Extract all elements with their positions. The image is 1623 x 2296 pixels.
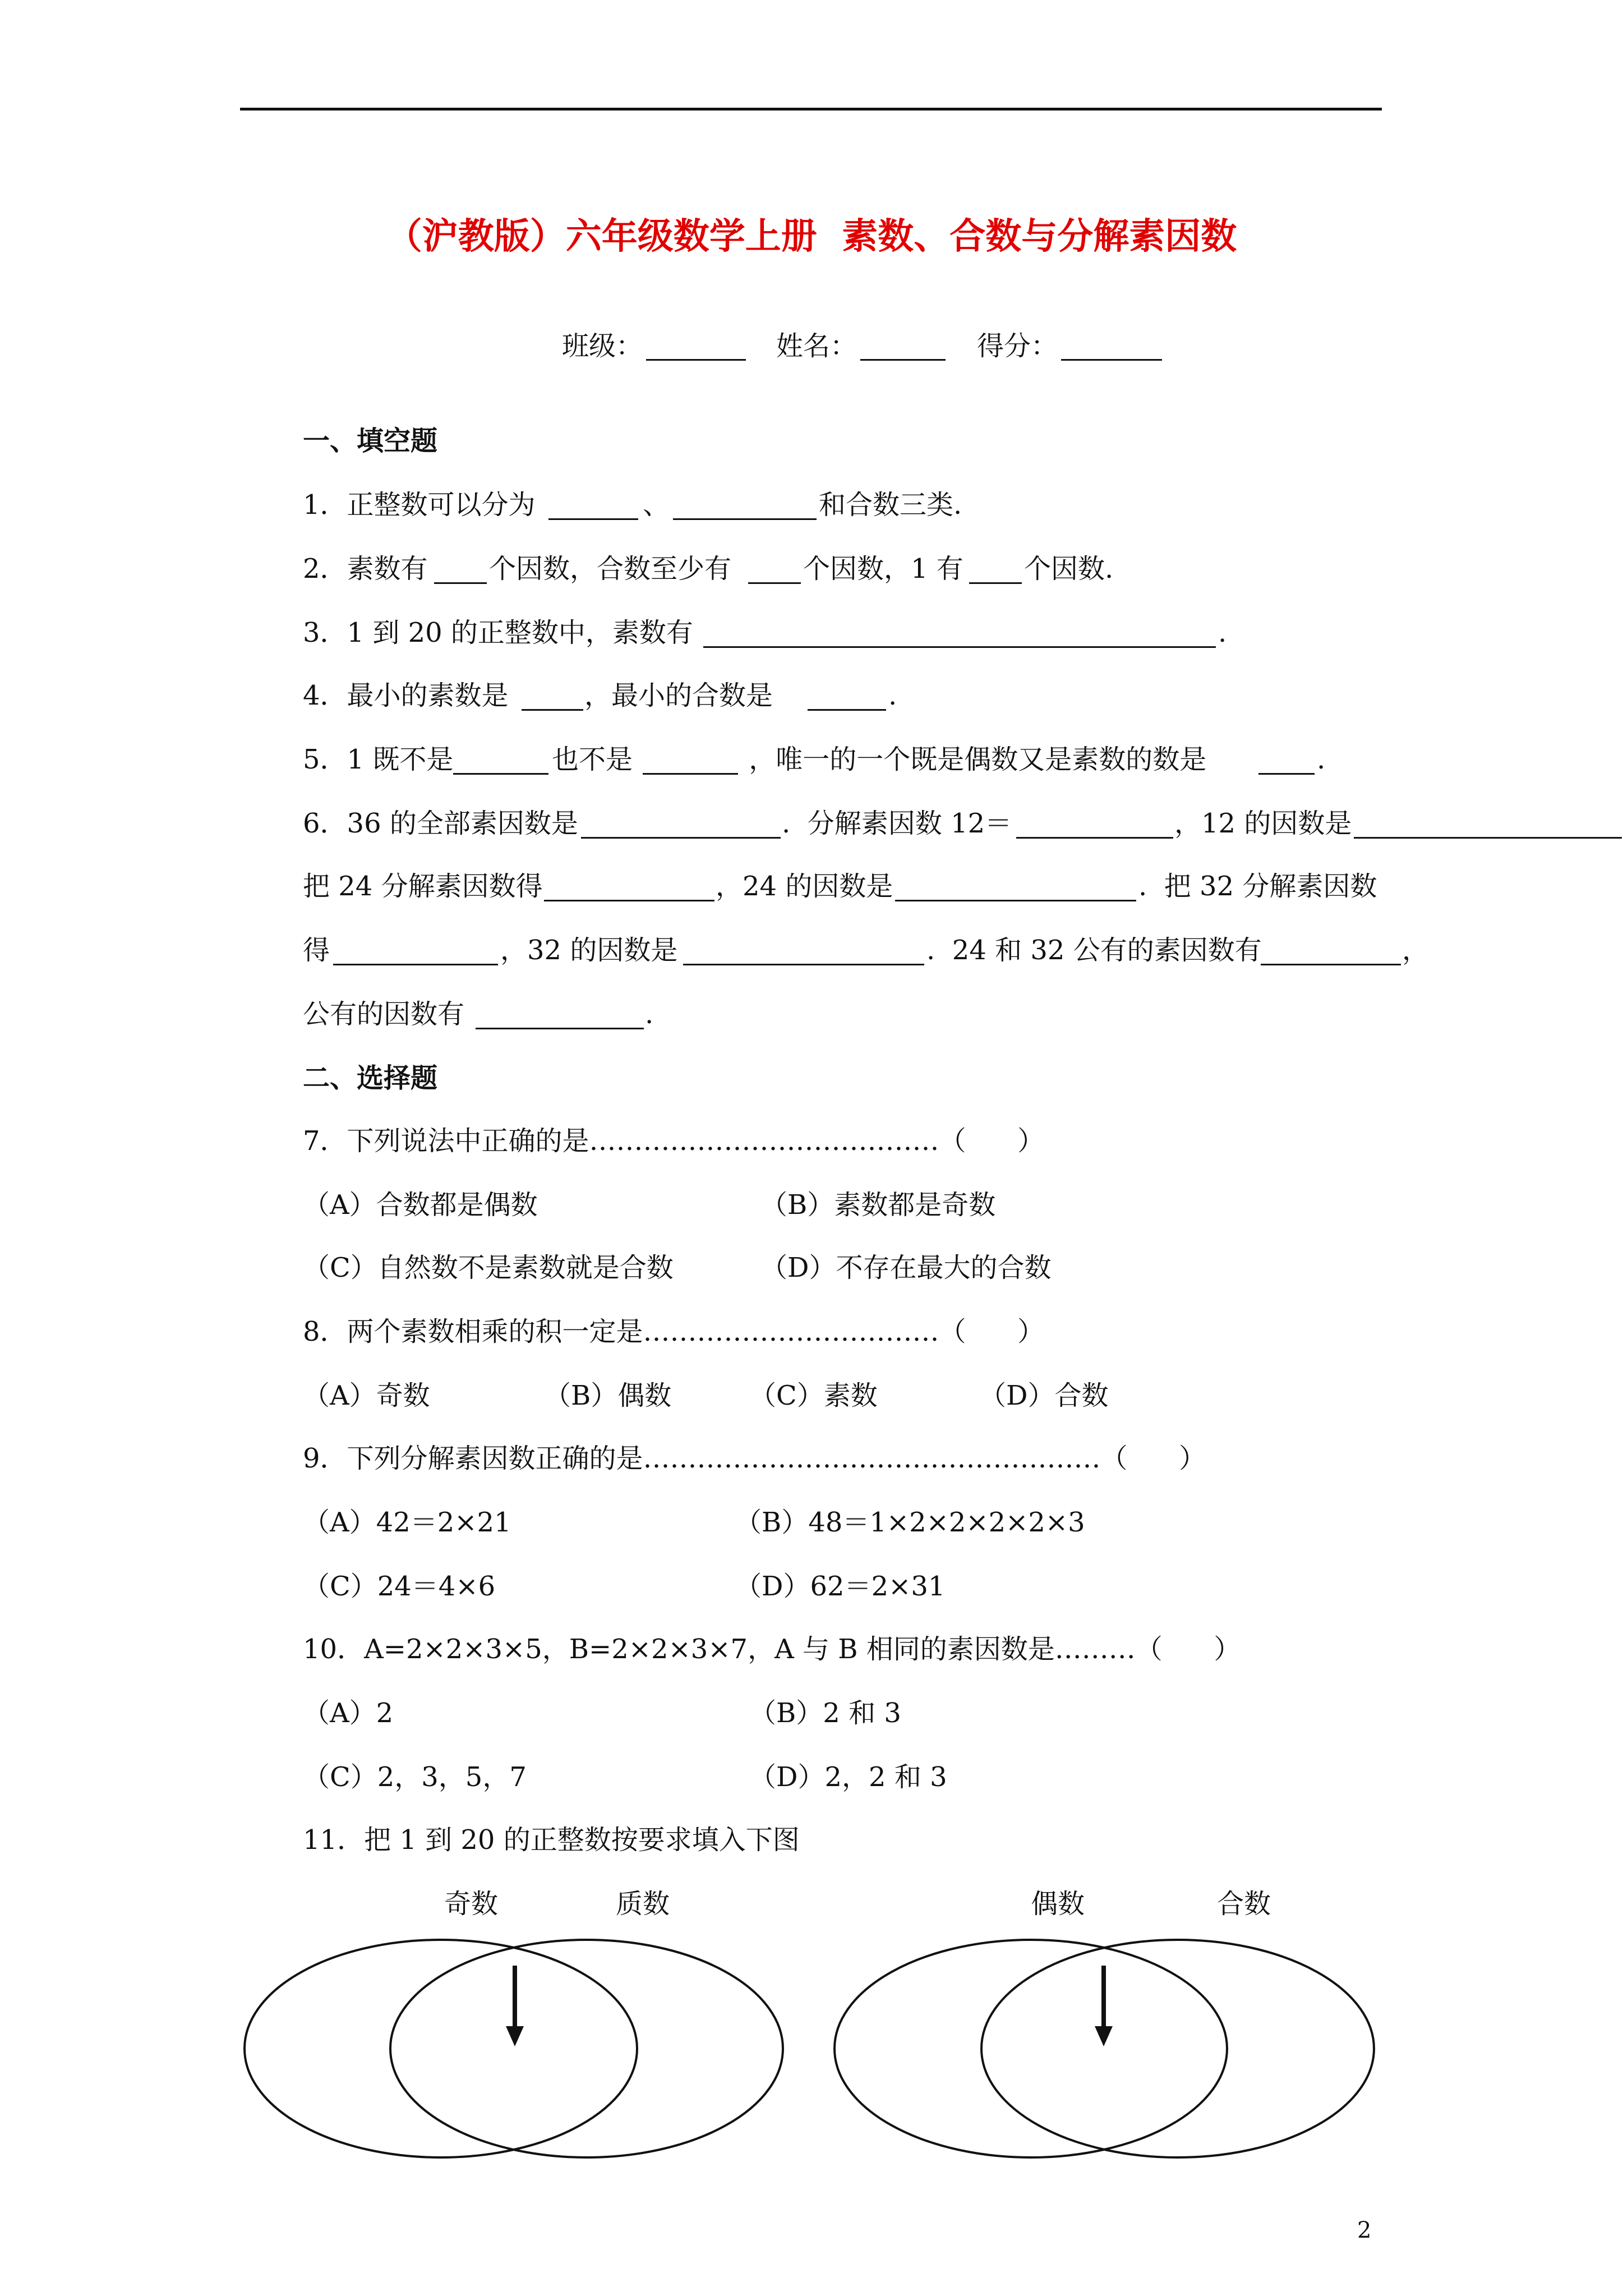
score-blank[interactable]	[1061, 334, 1162, 361]
header-rule	[240, 108, 1382, 111]
q9-option-b[interactable]: （B）48＝1×2×2×2×2×3	[735, 1507, 1085, 1538]
q4-part-b: ，最小的合数是	[584, 680, 773, 711]
q3-part-a: 3．1 到 20 的正整数中，素数有	[303, 617, 693, 648]
q3-part-b: .	[1218, 617, 1227, 648]
q2-blank-1[interactable]	[434, 558, 487, 584]
q1-part-c: 和合数三类.	[819, 489, 962, 521]
venn-diagrams	[0, 1930, 1623, 2221]
q9-stem: 9．下列分解素因数正确的是……………………………………………（ ）	[303, 1443, 1206, 1474]
q3-blank[interactable]	[703, 622, 1216, 648]
venn-left-label-prime: 质数	[616, 1888, 670, 1920]
q7-option-d[interactable]: （D）不存在最大的合数	[760, 1252, 1052, 1283]
q10-option-b[interactable]: （B）2 和 3	[749, 1697, 901, 1729]
score-label: 得分：	[977, 330, 1058, 362]
q1-part-b: 、	[643, 489, 670, 521]
venn-left-ellipse-prime[interactable]	[390, 1940, 783, 2157]
q5-blank-2[interactable]	[643, 748, 738, 775]
q1-blank-1[interactable]	[548, 494, 638, 520]
q7-stem: 7．下列说法中正确的是…………………………………（ ）	[303, 1125, 1045, 1157]
q4-part-a: 4．最小的素数是	[303, 680, 509, 711]
class-label: 班级：	[562, 330, 643, 362]
q8-stem: 8．两个素数相乘的积一定是……………………………（ ）	[303, 1316, 1045, 1347]
q1-part-a: 1．正整数可以分为	[303, 489, 536, 521]
q6-line3-b: ，32 的因数是	[500, 935, 678, 966]
q2-blank-3[interactable]	[969, 558, 1022, 584]
q6-line4-b: .	[645, 999, 654, 1030]
q6-blank-4[interactable]	[544, 875, 714, 901]
q6-blank-8[interactable]	[1261, 939, 1401, 965]
section-fill-in: 一、填空题	[303, 425, 438, 457]
class-blank[interactable]	[646, 334, 746, 361]
venn-left-ellipse-odd[interactable]	[245, 1940, 637, 2157]
q4-blank-2[interactable]	[808, 684, 886, 711]
venn-right-ellipse-composite[interactable]	[981, 1940, 1374, 2157]
q6-line2-a: 把 24 分解素因数得	[303, 871, 543, 902]
name-blank[interactable]	[860, 334, 946, 361]
q6-line3-c: . 24 和 32 公有的素因数有	[926, 935, 1262, 966]
venn-right-label-even: 偶数	[1031, 1888, 1085, 1920]
q10-option-c[interactable]: （C）2，3，5，7	[303, 1761, 527, 1793]
q6-line4-a: 公有的因数有	[303, 999, 465, 1030]
q1-blank-2[interactable]	[673, 494, 817, 520]
q6-blank-3[interactable]	[1354, 812, 1622, 839]
q6-line1-c: ，12 的因数是	[1174, 808, 1352, 839]
venn-right-arrowhead-icon	[1095, 2026, 1113, 2046]
venn-right	[834, 1940, 1374, 2157]
document-title: （沪教版）六年级数学上册 素数、合数与分解素因数	[386, 215, 1237, 257]
q2-part-d: 个因数.	[1024, 553, 1114, 585]
q2-part-a: 2．素数有	[303, 553, 428, 585]
q6-blank-7[interactable]	[683, 939, 924, 965]
q8-option-c[interactable]: （C）素数	[749, 1380, 878, 1411]
venn-right-label-composite: 合数	[1217, 1888, 1271, 1920]
q10-option-a[interactable]: （A）2	[303, 1697, 394, 1729]
venn-left-label-odd: 奇数	[444, 1888, 499, 1920]
q2-part-c: 个因数，1 有	[803, 553, 963, 585]
page-number: 2	[1357, 2217, 1372, 2243]
venn-left	[245, 1940, 783, 2157]
q5-blank-3[interactable]	[1258, 748, 1315, 775]
q4-blank-1[interactable]	[522, 684, 583, 711]
q6-line2-c: . 把 32 分解素因数	[1138, 871, 1377, 902]
q4-part-c: .	[888, 680, 897, 711]
q8-option-a[interactable]: （A）奇数	[303, 1380, 430, 1411]
q6-blank-1[interactable]	[581, 812, 781, 839]
q9-option-c[interactable]: （C）24＝4×6	[303, 1571, 496, 1602]
q10-option-d[interactable]: （D）2，2 和 3	[749, 1761, 947, 1793]
q6-blank-9[interactable]	[476, 1003, 644, 1029]
q9-option-a[interactable]: （A）42＝2×21	[303, 1507, 511, 1538]
q5-part-a: 5．1 既不是	[303, 744, 454, 775]
q6-line2-b: ，24 的因数是	[716, 871, 893, 902]
q2-part-b: 个因数，合数至少有	[489, 553, 732, 585]
q6-line3-a: 得	[303, 935, 330, 966]
q9-option-d[interactable]: （D）62＝2×31	[735, 1571, 946, 1602]
venn-right-ellipse-even[interactable]	[834, 1940, 1227, 2157]
q5-part-b: 也不是	[552, 744, 633, 775]
q6-blank-6[interactable]	[333, 939, 498, 965]
q5-blank-1[interactable]	[453, 748, 548, 775]
q6-line3-d: ，	[1402, 935, 1430, 966]
q6-blank-5[interactable]	[895, 875, 1136, 901]
q5-part-c: ，唯一的一个既是偶数又是素数的数是	[740, 744, 1207, 775]
q6-line1-a: 6．36 的全部素因数是	[303, 808, 578, 839]
q5-part-d: .	[1317, 744, 1326, 775]
name-label: 姓名：	[776, 330, 857, 362]
q11-stem: 11．把 1 到 20 的正整数按要求填入下图	[303, 1824, 800, 1856]
venn-left-arrowhead-icon	[506, 2026, 524, 2046]
q8-option-d[interactable]: （D）合数	[979, 1380, 1109, 1411]
q2-blank-2[interactable]	[748, 558, 801, 584]
q7-option-c[interactable]: （C）自然数不是素数就是合数	[303, 1252, 674, 1283]
q6-line1-b: . 分解素因数 12＝	[782, 808, 1012, 839]
q8-option-b[interactable]: （B）偶数	[544, 1380, 672, 1411]
section-multiple-choice: 二、选择题	[303, 1062, 438, 1094]
q7-option-a[interactable]: （A）合数都是偶数	[303, 1189, 538, 1221]
q6-blank-2[interactable]	[1016, 812, 1173, 839]
q10-stem: 10．A=2×2×3×5，B=2×2×3×7，A 与 B 相同的素因数是………（ ）	[303, 1634, 1241, 1665]
q7-option-b[interactable]: （B）素数都是奇数	[760, 1189, 996, 1221]
